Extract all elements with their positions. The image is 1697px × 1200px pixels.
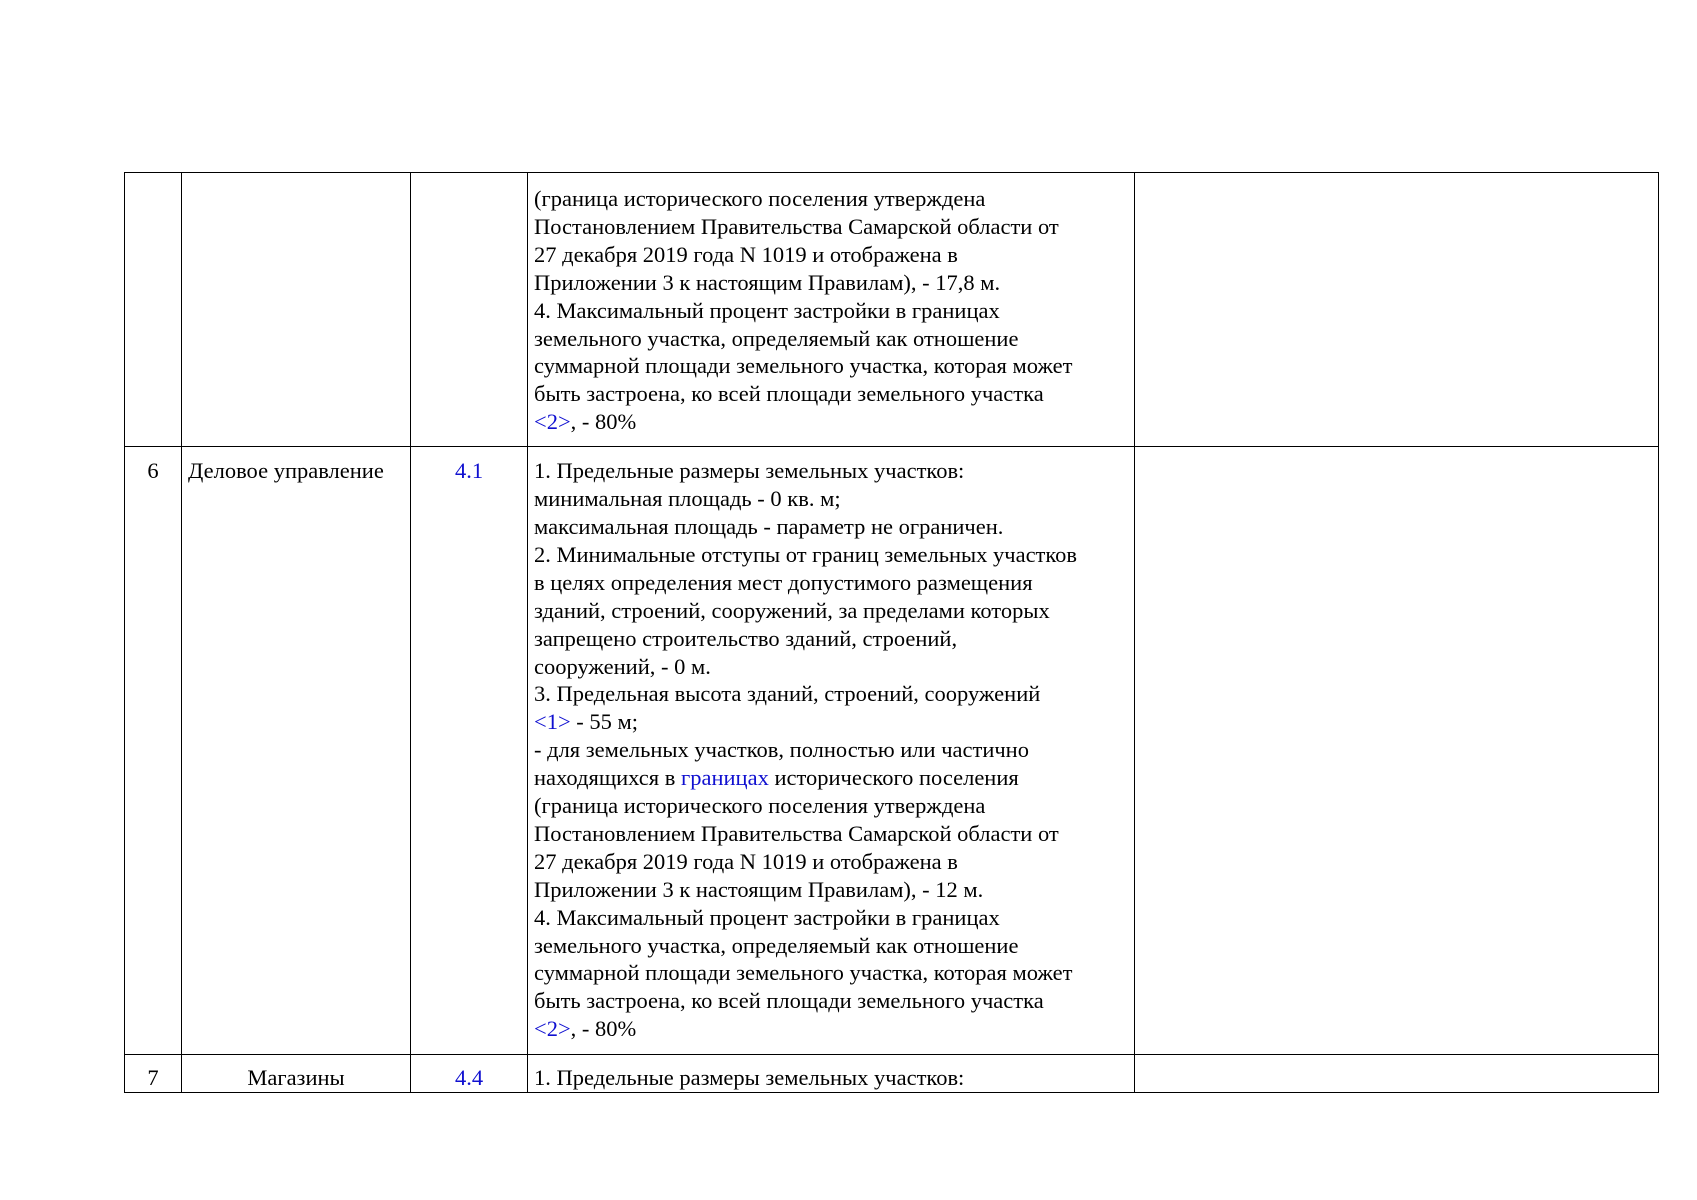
notes-cell [1135,1055,1659,1093]
parameters-cell [528,447,1135,1055]
footnote-link[interactable]: <2> [534,409,571,435]
parameter-line: земельного участка, определяемый как отношение [534,932,1019,958]
use-type-name-cell: Деловое управление [182,447,411,1055]
parameter-line: земельного участка, определяемый как отношение [534,325,1019,351]
parameter-value: , - 80% [570,1016,637,1042]
parameter-value: , - 80% [570,409,637,435]
parameter-line: в целях определения мест допустимого размещения [534,569,1033,595]
parameter-line: Приложении 3 к настоящим Правилам), - 17,8 м. [534,269,1001,295]
parameter-line: Приложении 3 к настоящим Правилам), - 12 м. [534,876,984,902]
parameter-line: 27 декабря 2019 года N 1019 и отображена в [534,848,958,874]
use-code-link[interactable]: 4.1 [411,447,528,1055]
parameter-line: 4. Максимальный процент застройки в границах [534,297,1000,323]
parameter-line: Постановлением Правительства Самарской области от [534,213,1059,239]
parameter-line [534,408,1128,436]
boundaries-link[interactable]: границах [681,765,769,791]
parameter-line: 3. Предельная высота зданий, строений, сооружений [534,681,1041,707]
parameter-text: исторического поселения [768,765,1019,791]
row-number-cell: 6 [125,447,182,1055]
parameter-value: - 55 м; [570,709,638,735]
parameter-line [534,764,1128,792]
footnote-link[interactable]: <2> [534,1016,571,1042]
use-type-name-cell [182,173,411,447]
parameter-line: (граница исторического поселения утверждена [534,186,986,211]
footnote-link[interactable]: <1> [534,709,571,735]
parameter-line: сооружений, - 0 м. [534,653,711,679]
zoning-parameters-table [124,172,1659,1093]
parameter-line: (граница исторического поселения утверждена [534,793,986,819]
parameter-line [534,708,1128,736]
parameter-line: запрещено строительство зданий, строений, [534,625,958,651]
parameter-line: суммарной площади земельного участка, которая может [534,960,1073,986]
row-number-cell [125,173,182,447]
parameter-line [534,1015,1128,1043]
parameter-line: быть застроена, ко всей площади земельного участка [534,988,1044,1014]
table-row [125,447,1659,1055]
parameter-line: Постановлением Правительства Самарской области от [534,820,1059,846]
parameter-line: суммарной площади земельного участка, которая может [534,353,1073,379]
parameter-line: 1. Предельные размеры земельных участков: [534,1065,965,1091]
parameter-line: быть застроена, ко всей площади земельного участка [534,381,1044,407]
parameters-cell [528,173,1135,447]
table-row [125,1055,1659,1093]
notes-cell [1135,173,1659,447]
use-code-cell [411,173,528,447]
parameter-line: минимальная площадь - 0 кв. м; [534,486,841,512]
use-type-name-cell: Магазины [182,1055,411,1093]
parameter-line: зданий, строений, сооружений, за пределами которых [534,597,1050,623]
use-code-link[interactable]: 4.4 [411,1055,528,1093]
notes-cell [1135,447,1659,1055]
row-number-cell: 7 [125,1055,182,1093]
table-row [125,173,1659,447]
parameter-line: 27 декабря 2019 года N 1019 и отображена в [534,241,958,267]
parameter-line: 1. Предельные размеры земельных участков: [534,458,965,484]
parameters-cell [528,1055,1135,1093]
parameter-line: 2. Минимальные отступы от границ земельных участков [534,541,1078,567]
parameter-line: 4. Максимальный процент застройки в границах [534,904,1000,930]
parameter-text: находящихся в [534,765,681,791]
parameter-line: - для земельных участков, полностью или частично [534,737,1029,763]
parameter-line: максимальная площадь - параметр не ограничен. [534,513,1004,539]
